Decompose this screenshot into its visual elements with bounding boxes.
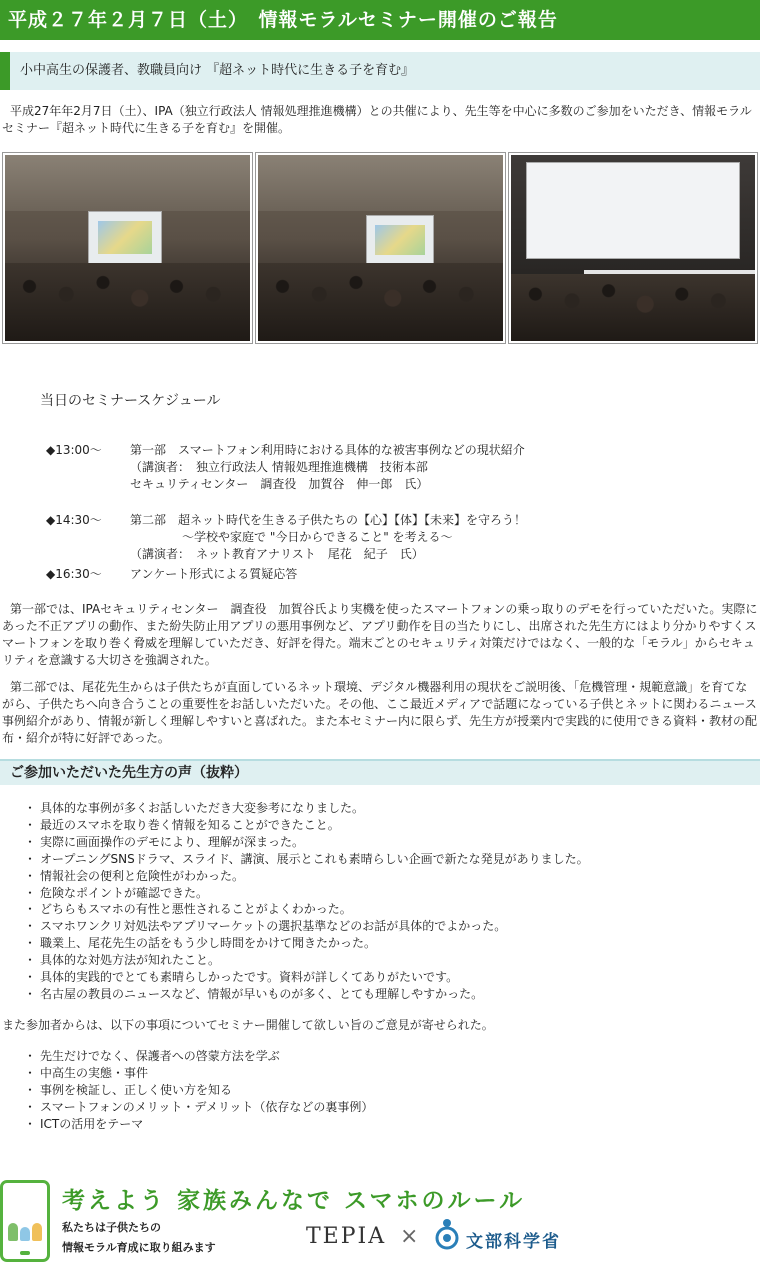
list-item xyxy=(24,817,589,834)
voice-text: オープニングSNSドラマ、スライド、講演、展示とこれも素晴らしい企画で新たな発見がありました。 xyxy=(40,851,589,866)
mext-emblem-icon xyxy=(432,1218,462,1252)
bullet: ・ xyxy=(24,936,37,951)
list-item xyxy=(24,901,589,918)
voice-text: 危険なポイントが確認できた。 xyxy=(40,885,209,900)
voices-list xyxy=(24,800,589,1003)
voice-text: 情報社会の便利と危険性がわかった。 xyxy=(40,868,245,883)
list-item xyxy=(24,1116,373,1133)
voice-text: 実際に画面操作のデモにより、理解が深まった。 xyxy=(40,834,305,849)
list-item xyxy=(24,969,589,986)
schedule-line: （講演者： 独立行政法人 情報処理推進機構 技術本部 xyxy=(130,460,428,474)
request-text: スマートフォンのメリット・デメリット（依存などの裏事例） xyxy=(40,1099,374,1114)
voices-heading: ご参加いただいた先生方の声（抜粋） xyxy=(0,759,760,785)
request-text: 中高生の実態・事件 xyxy=(40,1065,149,1080)
seminar-photo-3 xyxy=(508,152,758,344)
seminar-photo-1 xyxy=(2,152,253,344)
page-title: 平成２７年２月７日（土） 情報モラルセミナー開催のご報告 xyxy=(0,0,760,40)
voice-text: 職業上、尾花先生の話をもう少し時間をかけて聞きたかった。 xyxy=(40,936,377,951)
seminar-subtitle: 小中高生の保護者、教職員向け 『超ネット時代に生きる子を育む』 xyxy=(0,52,760,90)
campaign-banner xyxy=(0,1172,760,1263)
bullet: ・ xyxy=(24,1049,37,1063)
cross-symbol: × xyxy=(400,1224,419,1249)
list-item xyxy=(24,1099,373,1116)
bullet: ・ xyxy=(24,953,37,968)
voice-text: 具体的な対処方法が知れたこと。 xyxy=(40,953,221,968)
bullet: ・ xyxy=(24,1099,37,1114)
voice-text: スマホワンクリ対処法やアプリマーケットの選択基準などのお話が具体的でよかった。 xyxy=(40,919,507,934)
requests-intro: また参加者からは、以下の事項についてセミナー開催して欲しい旨のご意見が寄せられた。 xyxy=(2,1018,494,1032)
voice-text: どちらもスマホの有性と悪性されることがよくわかった。 xyxy=(40,902,352,917)
schedule-line: （講演者： ネット教育アナリスト 尾花 紀子 氏） xyxy=(130,547,424,561)
bullet: ・ xyxy=(24,986,37,1001)
tepia-logo: TEPIA xyxy=(306,1224,387,1249)
list-item xyxy=(24,868,589,885)
campaign-tagline xyxy=(62,1218,216,1258)
requests-list xyxy=(24,1048,373,1133)
list-item xyxy=(24,851,589,868)
bullet: ・ xyxy=(24,868,37,883)
tagline-line: 情報モラル育成に取り組みます xyxy=(62,1241,216,1254)
schedule-line: 第一部 スマートフォン利用時における具体的な被害事例などの現状紹介 xyxy=(130,443,525,457)
bullet: ・ xyxy=(24,851,37,866)
list-item xyxy=(24,986,589,1003)
request-text: ICTの活用をテーマ xyxy=(40,1116,144,1131)
intro-paragraph: 平成27年年2月7日（土）、IPA（独立行政法人 情報処理推進機構）との共催により、先生等を中心に多数のご参加をいただき、情報モラルセミナー『超ネット時代に生きる子を育む』を開催。 xyxy=(2,104,752,135)
schedule-time: ◆14:30～ xyxy=(46,513,102,527)
campaign-slogan: 考えよう 家族みんなで スマホのルール xyxy=(62,1188,526,1214)
request-text: 事例を検証し、正しく使い方を知る xyxy=(40,1082,233,1097)
seminar-photo-2 xyxy=(255,152,506,344)
bullet: ・ xyxy=(24,834,37,849)
tagline-line: 私たちは子供たちの xyxy=(62,1221,161,1234)
list-item xyxy=(24,918,589,935)
smartphone-icon xyxy=(0,1180,50,1262)
voice-text: 具体的実践的でとても素晴らしかったです。資料が詳しくてありがたいです。 xyxy=(40,970,459,985)
list-item xyxy=(24,935,589,952)
list-item xyxy=(24,834,589,851)
bullet: ・ xyxy=(24,919,37,934)
schedule-time: ◆13:00～ xyxy=(46,443,102,457)
schedule-line: アンケート形式による質疑応答 xyxy=(130,567,298,581)
schedule-line: ～学校や家庭で "今日からできること" を考える～ xyxy=(182,530,453,544)
report-paragraph-2: 第二部では、尾花先生からは子供たちが直面しているネット環境、デジタル機器利用の現状をご説明後、「危機管理・規範意識」を育てながら、子供たちへ向き合うことの重要性をお話しいただいた。その他、ここ最近メディアで話題になっている子供とネットに関わるニュース事例紹介があり、情報が新しく理解しやすいと喜ばれた。また本セミナー内に限らず、先生方が授業内で実践的に使用できる資料・教材の配布・紹介が特に好評であった。 xyxy=(2,680,758,745)
schedule-line: セキュリティセンター 調査役 加賀谷 伸一郎 氏） xyxy=(130,477,429,491)
bullet: ・ xyxy=(24,801,37,815)
request-text: 先生だけでなく、保護者への啓蒙方法を学ぶ xyxy=(40,1049,280,1063)
list-item xyxy=(24,1048,373,1065)
voice-text: 最近のスマホを取り巻く情報を知ることができたこと。 xyxy=(40,817,340,832)
list-item xyxy=(24,800,589,817)
bullet: ・ xyxy=(24,902,37,917)
bullet: ・ xyxy=(24,885,37,900)
bullet: ・ xyxy=(24,1082,37,1097)
voice-text: 名古屋の教員のニュースなど、情報が早いものが多く、とても理解しやすかった。 xyxy=(40,986,484,1001)
bullet: ・ xyxy=(24,1116,37,1131)
list-item xyxy=(24,1065,373,1082)
schedule-heading: 当日のセミナースケジュール xyxy=(40,393,221,409)
list-item xyxy=(24,952,589,969)
list-item xyxy=(24,1082,373,1099)
schedule-line: 第二部 超ネット時代を生きる子供たちの【心】【体】【未来】を守ろう！ xyxy=(130,513,527,527)
schedule-time: ◆16:30～ xyxy=(46,567,102,581)
voice-text: 具体的な事例が多くお話しいただき大変参考になりました。 xyxy=(40,801,365,815)
bullet: ・ xyxy=(24,1065,37,1080)
report-paragraph-1: 第一部では、IPAセキュリティセンター 調査役 加賀谷氏より実機を使ったスマートフォンの乗っ取りのデモを行っていただいた。実際にあった不正アプリの動作、また紛失防止用アプリの悪用事例など、アプリ動作を目の当たりにし、出席された先生方にはより分かりやすくスマートフォンを取り巻く脅威を理解していただき、好評を得た。端末ごとのセキュリティ対策だけではなく、一般的な「モラル」からセキュリティを意識する大切さを強調された。 xyxy=(2,602,758,667)
seminar-photos xyxy=(0,152,760,344)
bullet: ・ xyxy=(24,817,37,832)
bullet: ・ xyxy=(24,970,37,985)
mext-logo: 文部科学省 xyxy=(466,1232,561,1252)
list-item xyxy=(24,885,589,902)
